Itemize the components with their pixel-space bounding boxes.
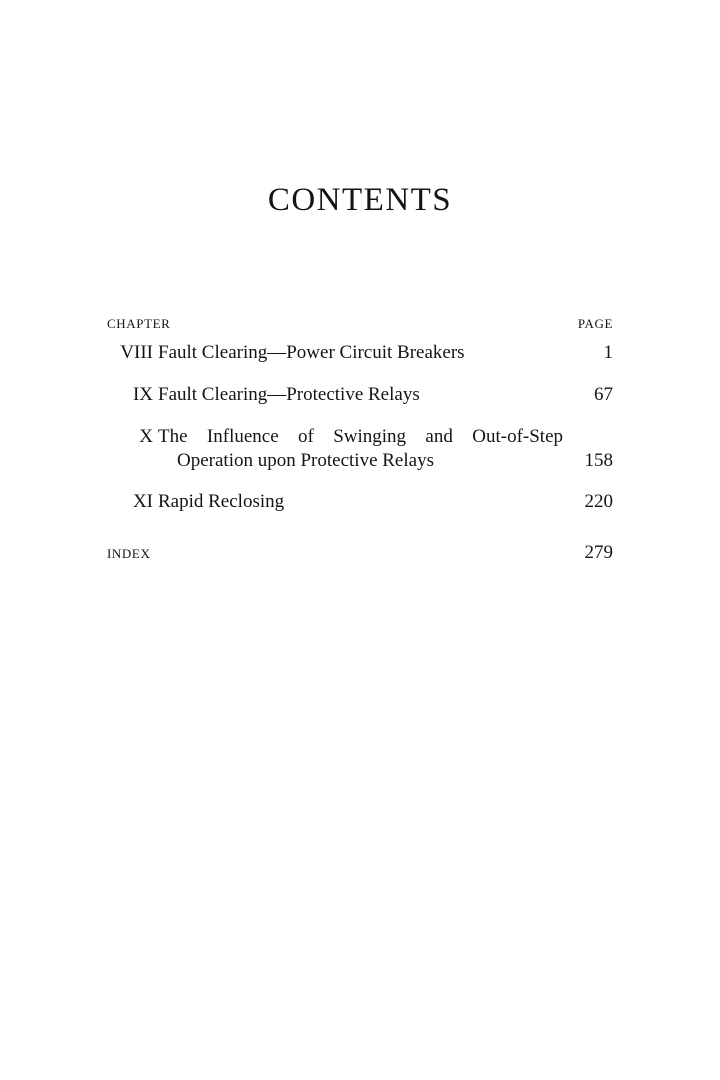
toc-entry (107, 425, 613, 473)
chapter-title: Fault Clearing—Power Circuit Breakers (158, 342, 465, 363)
chapter-column-header: CHAPTER (107, 316, 171, 331)
toc-entry (107, 383, 613, 407)
index-label: INDEX (107, 546, 151, 561)
page-title: CONTENTS (267, 182, 453, 218)
chapter-title-continuation: Operation upon Protective Relays (177, 450, 434, 471)
index-page-number: 279 (584, 542, 613, 563)
page-number: 220 (584, 491, 613, 512)
chapter-title: Fault Clearing—Protective Relays (158, 384, 420, 405)
page-column-header: PAGE (577, 316, 613, 331)
toc-entry (107, 490, 613, 514)
chapter-number: VIII (120, 342, 153, 363)
chapter-title: The Influence of Swinging and Out-of-Step (158, 426, 563, 447)
page-number: 158 (584, 450, 613, 471)
page-number: 67 (594, 384, 613, 405)
index-entry (107, 541, 613, 565)
chapter-number: XI (132, 491, 153, 512)
chapter-number: X (139, 426, 153, 447)
chapter-number: IX (132, 384, 153, 405)
toc-entry (107, 341, 613, 365)
page-number: 1 (603, 342, 613, 363)
chapter-title: Rapid Reclosing (158, 491, 285, 512)
